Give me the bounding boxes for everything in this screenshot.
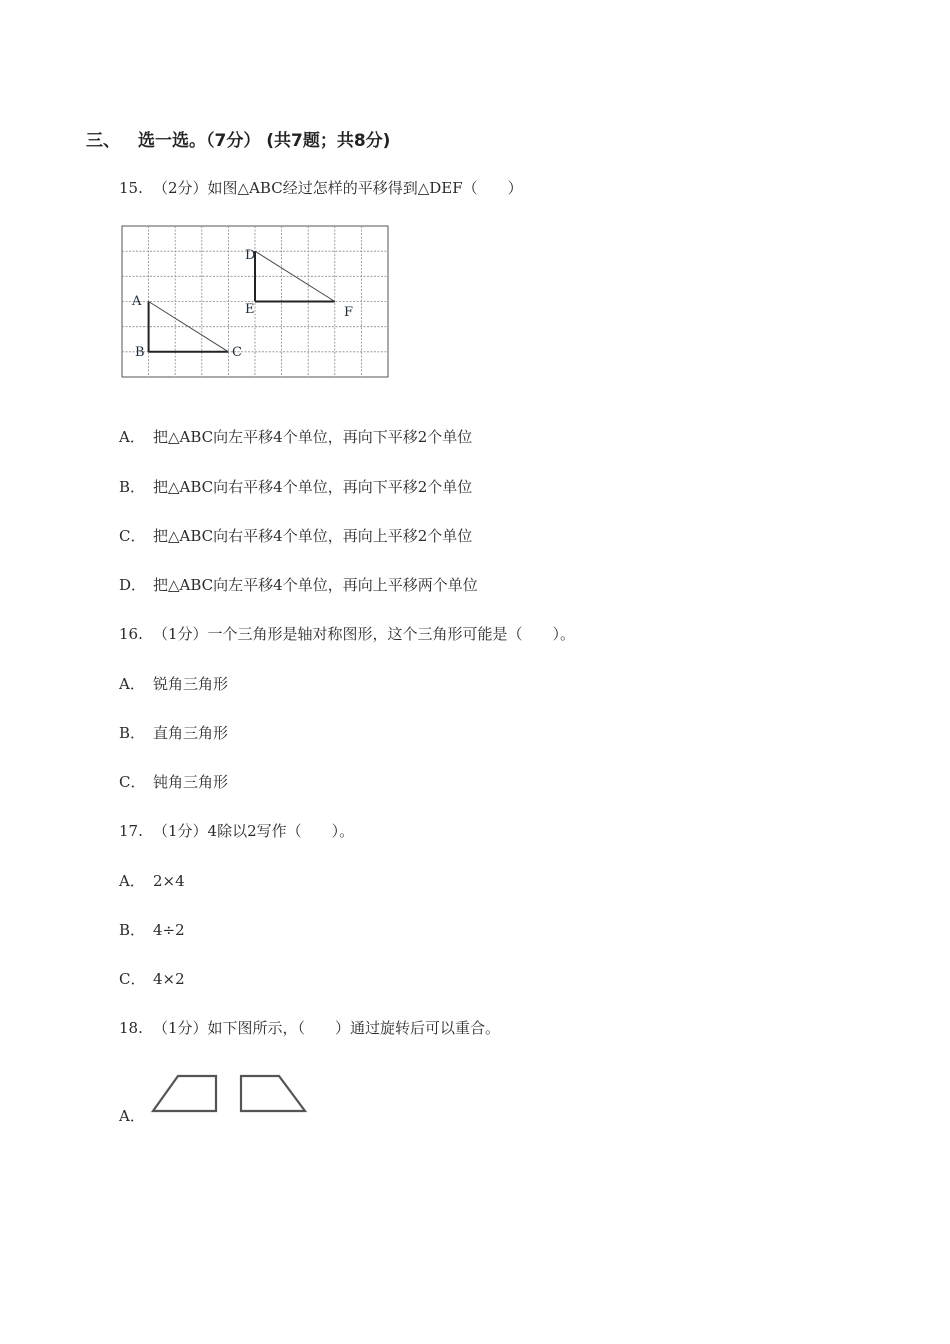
vertex-label-c: C — [232, 345, 242, 360]
option-text: 2×4 — [153, 872, 185, 890]
option-label: C． — [119, 970, 146, 988]
option-text: 4×2 — [153, 970, 185, 988]
question-text: （2分）如图△ABC经过怎样的平移得到△DEF（ ） — [153, 179, 523, 197]
question-18 — [119, 1017, 500, 1038]
option-15-a[interactable] — [119, 426, 472, 447]
option-label: A． — [119, 675, 145, 693]
question-15 — [119, 177, 523, 198]
option-text: 4÷2 — [153, 921, 185, 939]
question-number: 16. — [119, 625, 143, 643]
option-label: A． — [119, 872, 145, 890]
question-number: 17. — [119, 822, 143, 840]
section-heading — [86, 126, 390, 151]
option-18-a-trapezoid-figures — [150, 1072, 310, 1116]
question-17 — [119, 820, 354, 841]
option-17-b[interactable] — [119, 919, 185, 940]
vertex-label-d: D — [245, 248, 256, 263]
option-text: 直角三角形 — [153, 724, 229, 742]
option-label: D． — [119, 576, 147, 594]
option-15-d[interactable] — [119, 574, 478, 595]
option-text: 把△ABC向右平移4个单位，再向上平移2个单位 — [153, 527, 473, 545]
option-label: C． — [119, 527, 146, 545]
vertex-label-b: B — [135, 345, 145, 360]
trapezoid-right — [241, 1076, 305, 1111]
option-label: A． — [119, 428, 145, 446]
vertex-label-e: E — [245, 302, 255, 317]
question-number: 18. — [119, 1019, 143, 1037]
option-text: 锐角三角形 — [153, 675, 229, 693]
option-text: 把△ABC向右平移4个单位，再向下平移2个单位 — [153, 478, 473, 496]
vertex-label-f: F — [344, 305, 354, 320]
option-18-a[interactable] — [119, 1105, 153, 1126]
vertex-label-a: A — [132, 294, 142, 309]
trapezoid-left — [153, 1076, 216, 1111]
option-text: 钝角三角形 — [153, 773, 229, 791]
question-16 — [119, 623, 575, 644]
option-15-b[interactable] — [119, 476, 472, 497]
option-17-a[interactable] — [119, 870, 185, 891]
option-label: B． — [119, 478, 146, 496]
option-text: 把△ABC向左平移4个单位，再向上平移两个单位 — [153, 576, 478, 594]
section-number: 三、 — [86, 131, 120, 151]
question-text: （1分）如下图所示，（ ）通过旋转后可以重合。 — [153, 1019, 501, 1037]
option-16-a[interactable] — [119, 673, 228, 694]
section-title: 选一选。（7分） (共7题；共8分) — [138, 131, 391, 151]
option-17-c[interactable] — [119, 968, 185, 989]
option-text: 把△ABC向左平移4个单位，再向下平移2个单位 — [153, 428, 473, 446]
option-16-b[interactable] — [119, 722, 228, 743]
option-label: B． — [119, 921, 146, 939]
question-text: （1分）4除以2写作（ ）。 — [153, 822, 355, 840]
question-number: 15. — [119, 179, 143, 197]
option-label: A． — [119, 1107, 145, 1125]
option-16-c[interactable] — [119, 771, 228, 792]
question-text: （1分）一个三角形是轴对称图形，这个三角形可能是（ ）。 — [153, 625, 576, 643]
option-15-c[interactable] — [119, 525, 472, 546]
option-label: C． — [119, 773, 146, 791]
option-label: B． — [119, 724, 146, 742]
translation-grid-figure — [118, 223, 393, 383]
